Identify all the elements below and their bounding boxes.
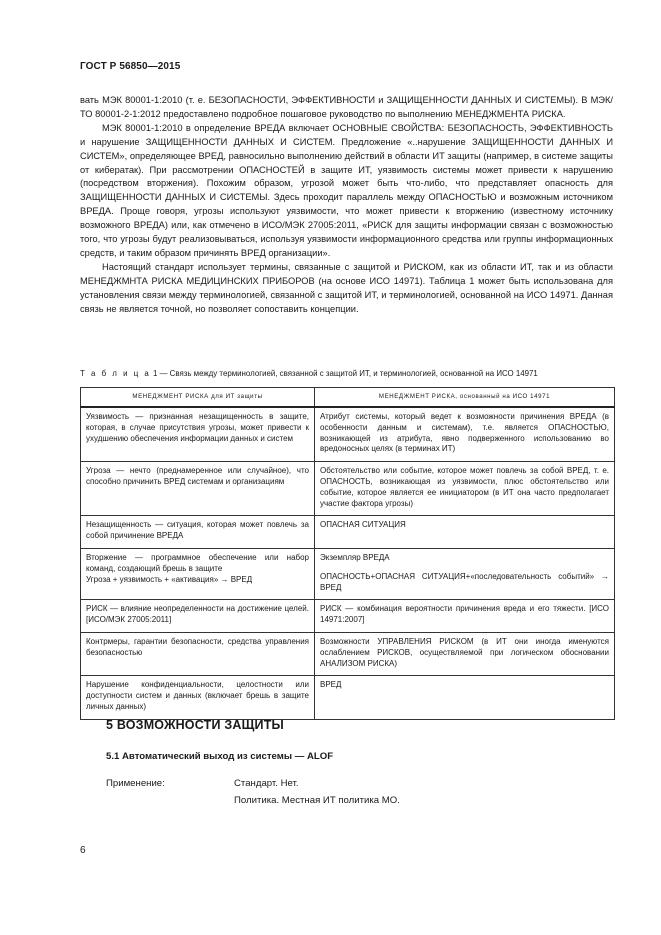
cell-text: Контрмеры, гарантии безопасности, средства управления безопасностью bbox=[86, 636, 309, 657]
table-cell bbox=[81, 548, 315, 599]
table-cell bbox=[315, 600, 615, 633]
cell-text: Атрибут системы, который ведет к возможности причинения ВРЕДА (в особенности данным и системам), т.е. является ОПАСНОСТЬЮ, возникающей из атрибута, явно подверженного использованию во вредоносных целях (в терминах ИТ) bbox=[320, 412, 609, 454]
cell-text: Угроза + уязвимость + «активация» → ВРЕД bbox=[86, 574, 253, 584]
paragraph: МЭК 80001-1:2010 в определение ВРЕДА включает ОСНОВНЫЕ СВОЙСТВА: БЕЗОПАСНОСТЬ, ЭФФЕКТИВНОСТЬ и нарушение ЗАЩИЩЕННОСТИ ДАННЫХ И СИСТЕМ. Предложение «..нарушение ЗАЩИЩЕННОСТИ ДАННЫХ И СИСТЕМ», определяющее ВРЕД, равносильно выполнению действий в области ИТ защиты (например, в системе защиты от кибератак). При рассмотрении ОПАСНОСТЕЙ в защите ИТ, уязвимость системы может привести к нарушению (посредством вторжения). Похожим образом, угрозой может быть что-либо, что представляет опасность для ЗАЩИЩЕННОСТИ ДАННЫХ И СИСТЕМЫ. Здесь проходит параллель между ОПАСНОСТЬЮ и возможным источником ВРЕДА. Проще говоря, угрозы используют уязвимости, что может привести к вторжению (известному источнику возможного ВРЕДА) или, как отмечено в ИСО/МЭК 27005:2011, «РИСК для защиты информации связан с возможностью того, что угрозы будут реализовываться, используя уязвимости информационного средства или группы информационных средств, и таким образом причинять ВРЕД организации». bbox=[80, 122, 613, 258]
table-caption-text: 1 — Связь между терминологией, связанной с защитой ИТ, и терминологией, основанной на ИСО 14971 bbox=[153, 369, 538, 378]
table-cell bbox=[81, 632, 315, 675]
cell-text: Незащищенность — ситуация, которая может повлечь за собой причинение ВРЕДА bbox=[86, 520, 309, 541]
cell-text: Экземпляр ВРЕДА bbox=[320, 552, 390, 562]
table-caption-label: Т а б л и ц а bbox=[80, 369, 151, 378]
table-row bbox=[81, 632, 615, 675]
table-row bbox=[81, 462, 615, 516]
application-value: Стандарт. Нет. bbox=[234, 778, 299, 789]
cell-text: РИСК — влияние неопределенности на достижение целей. [ИСО/МЭК 27005:2011] bbox=[86, 604, 309, 625]
cell-text: Возможности УПРАВЛЕНИЯ РИСКОМ (в ИТ они иногда именуются ослаблением РИСКОВ, осуществляемой при логическом обосновании АНАЛИЗОМ РИСКА) bbox=[320, 636, 609, 668]
table-caption bbox=[80, 369, 620, 378]
table-row bbox=[81, 407, 615, 462]
table-row bbox=[81, 600, 615, 633]
table-cell bbox=[81, 407, 315, 462]
table-cell bbox=[315, 407, 615, 462]
page-number: 6 bbox=[80, 845, 86, 856]
paragraph: вать МЭК 80001-1:2010 (т. е. БЕЗОПАСНОСТИ, ЭФФЕКТИВНОСТИ и ЗАЩИЩЕННОСТИ ДАННЫХ И СИСТЕМЫ). В МЭК/ТО 80001-2-1:2012 предоставлено подробное пошаговое руководство по выполнению МЕНЕДЖМЕНТА РИСКА. bbox=[80, 95, 613, 119]
table-row bbox=[81, 676, 615, 719]
cell-text: Вторжение — программное обеспечение или набор команд, создающий брешь в защите bbox=[86, 552, 309, 573]
body-text bbox=[80, 94, 613, 317]
table-cell bbox=[81, 462, 315, 516]
cell-text: Обстоятельство или событие, которое может повлечь за собой ВРЕД, т. е. ОПАСНОСТЬ, возникающая из уязвимости, плюс обстоятельство или событие, которое является ее инициатором (в ИТ она часто предполагает участие фактора угрозы) bbox=[320, 466, 609, 508]
cell-text: РИСК — комбинация вероятности причинения вреда и его тяжести. [ИСО 14971:2007] bbox=[320, 604, 609, 625]
table-cell bbox=[315, 632, 615, 675]
cell-text: ОПАСНАЯ СИТУАЦИЯ bbox=[320, 520, 406, 530]
paragraph: Настоящий стандарт использует термины, связанные с защитой и РИСКОМ, как из области ИТ, так и из области МЕНЕДЖМНТА РИСКА МЕДИЦИНСКИХ ПРИБОРОВ (на основе ИСО 14971). Таблица 1 может быть использована для установления связи между терминологией, связанной с защитой ИТ, и терминологией, основанной на ИСО 14971. Данная связь не является точной, но позволяет сопоставить концепции. bbox=[80, 261, 613, 314]
table-cell bbox=[315, 676, 615, 719]
table-cell bbox=[81, 676, 315, 719]
table-header-cell: МЕНЕДЖМЕНТ РИСКА, основанный на ИСО 14971 bbox=[315, 388, 615, 408]
application-label: Применение: bbox=[106, 778, 165, 789]
table-row bbox=[81, 516, 615, 549]
table-header-cell: МЕНЕДЖМЕНТ РИСКА для ИТ защиты bbox=[81, 388, 315, 408]
table-cell bbox=[315, 516, 615, 549]
cell-text: Уязвимость — признанная незащищенность в защите, которая, в случае присутствия угрозы, может привести к ухудшению обеспечения информации данных и систем bbox=[86, 412, 309, 443]
table-header-row bbox=[81, 388, 615, 408]
cell-text: Угроза — нечто (преднамеренное или случайное), что способно причинить ВРЕД системам и организациям bbox=[86, 466, 309, 486]
document-header: ГОСТ Р 56850—2015 bbox=[80, 61, 181, 72]
application-value: Политика. Местная ИТ политика МО. bbox=[234, 795, 400, 806]
subsection-title: 5.1 Автоматический выход из системы — ALOF bbox=[106, 751, 334, 762]
cell-text: Нарушение конфиденциальности, целостности или доступности систем и данных (включает брешь в защите личных данных) bbox=[86, 680, 309, 711]
cell-text: ВРЕД bbox=[320, 680, 342, 690]
table-cell bbox=[315, 462, 615, 516]
table-cell bbox=[81, 516, 315, 549]
table-cell bbox=[315, 548, 615, 599]
section-title: 5 ВОЗМОЖНОСТИ ЗАЩИТЫ bbox=[106, 718, 284, 732]
table-cell bbox=[81, 600, 315, 633]
terminology-table bbox=[80, 387, 615, 720]
cell-text: ОПАСНОСТЬ+ОПАСНАЯ СИТУАЦИЯ+«последовательность событий» → ВРЕД bbox=[320, 571, 609, 592]
table-row bbox=[81, 548, 615, 599]
